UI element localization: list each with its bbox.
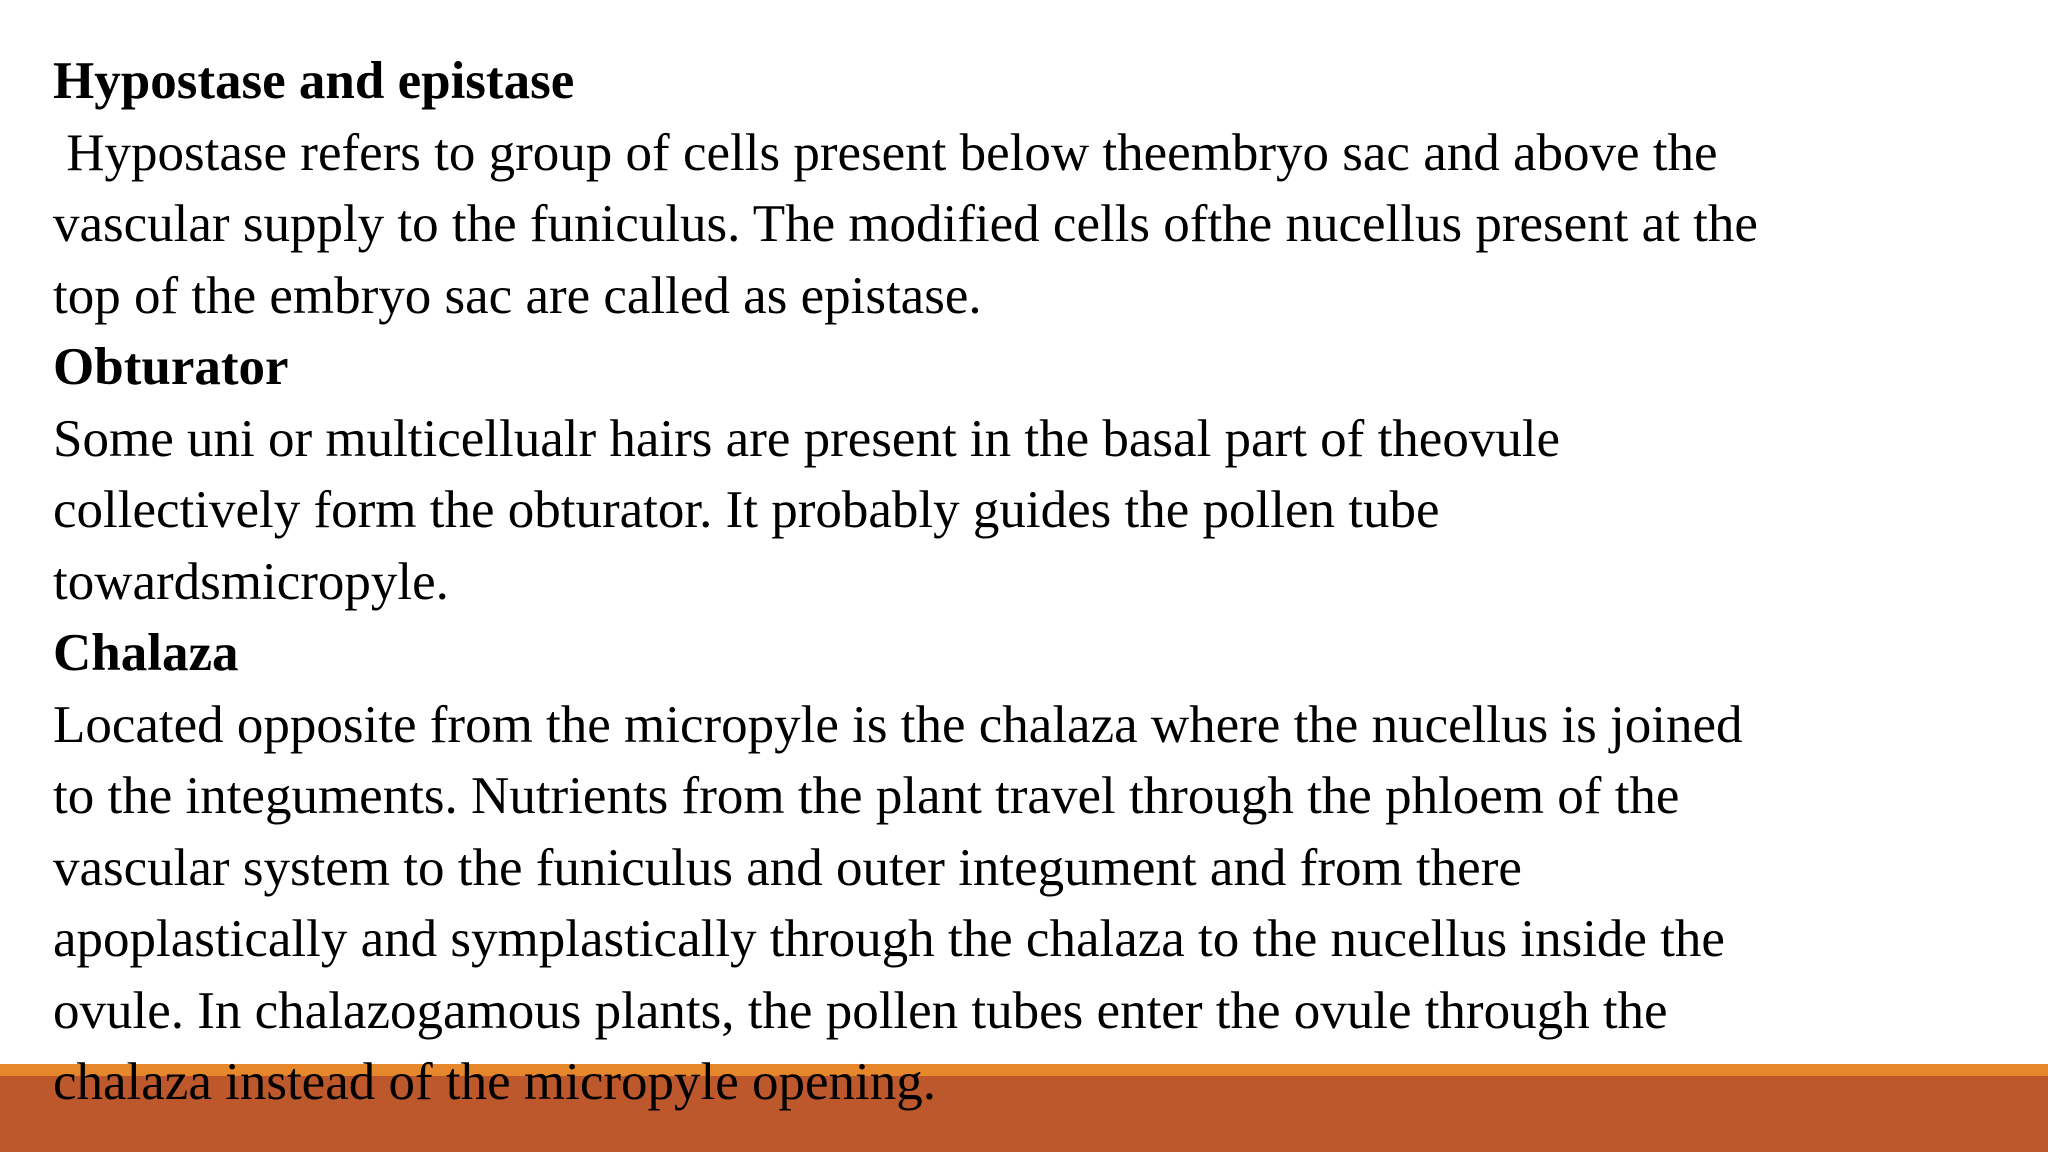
paragraph-line: towardsmicropyle. [53, 552, 449, 611]
section-hypostase-epistase [53, 46, 2013, 332]
section-chalaza [53, 618, 2013, 1119]
section-obturator [53, 332, 2013, 618]
paragraph-line: chalaza instead of the micropyle opening. [53, 1053, 936, 1111]
paragraph-line: Located opposite from the micropyle is the chalaza where the nucellus is joined [53, 695, 1743, 754]
paragraph-line: vascular system to the funiculus and outer integument and from there [53, 838, 1522, 897]
slide-content [53, 46, 2013, 1119]
paragraph-line: top of the embryo sac are called as epistase. [53, 266, 982, 325]
section-paragraph [53, 118, 2013, 333]
paragraph-line: collectively form the obturator. It probably guides the pollen tube [53, 481, 1440, 539]
section-paragraph [53, 404, 2013, 619]
section-paragraph [53, 690, 2013, 1119]
section-heading: Hypostase and epistase [53, 52, 575, 110]
paragraph-line: Some uni or multicellualr hairs are present in the basal part of theovule [53, 409, 1561, 468]
paragraph-line: vascular supply to the funiculus. The modified cells ofthe nucellus present at the [53, 195, 1758, 253]
paragraph-line: Hypostase refers to group of cells present below theembryo sac and above the [53, 123, 1718, 182]
paragraph-line: to the integuments. Nutrients from the plant travel through the phloem of the [53, 767, 1680, 825]
paragraph-line: apoplastically and symplastically through the chalaza to the nucellus inside the [53, 910, 1725, 968]
section-heading: Obturator [53, 338, 289, 396]
section-heading: Chalaza [53, 624, 239, 682]
paragraph-line: ovule. In chalazogamous plants, the pollen tubes enter the ovule through the [53, 981, 1668, 1040]
